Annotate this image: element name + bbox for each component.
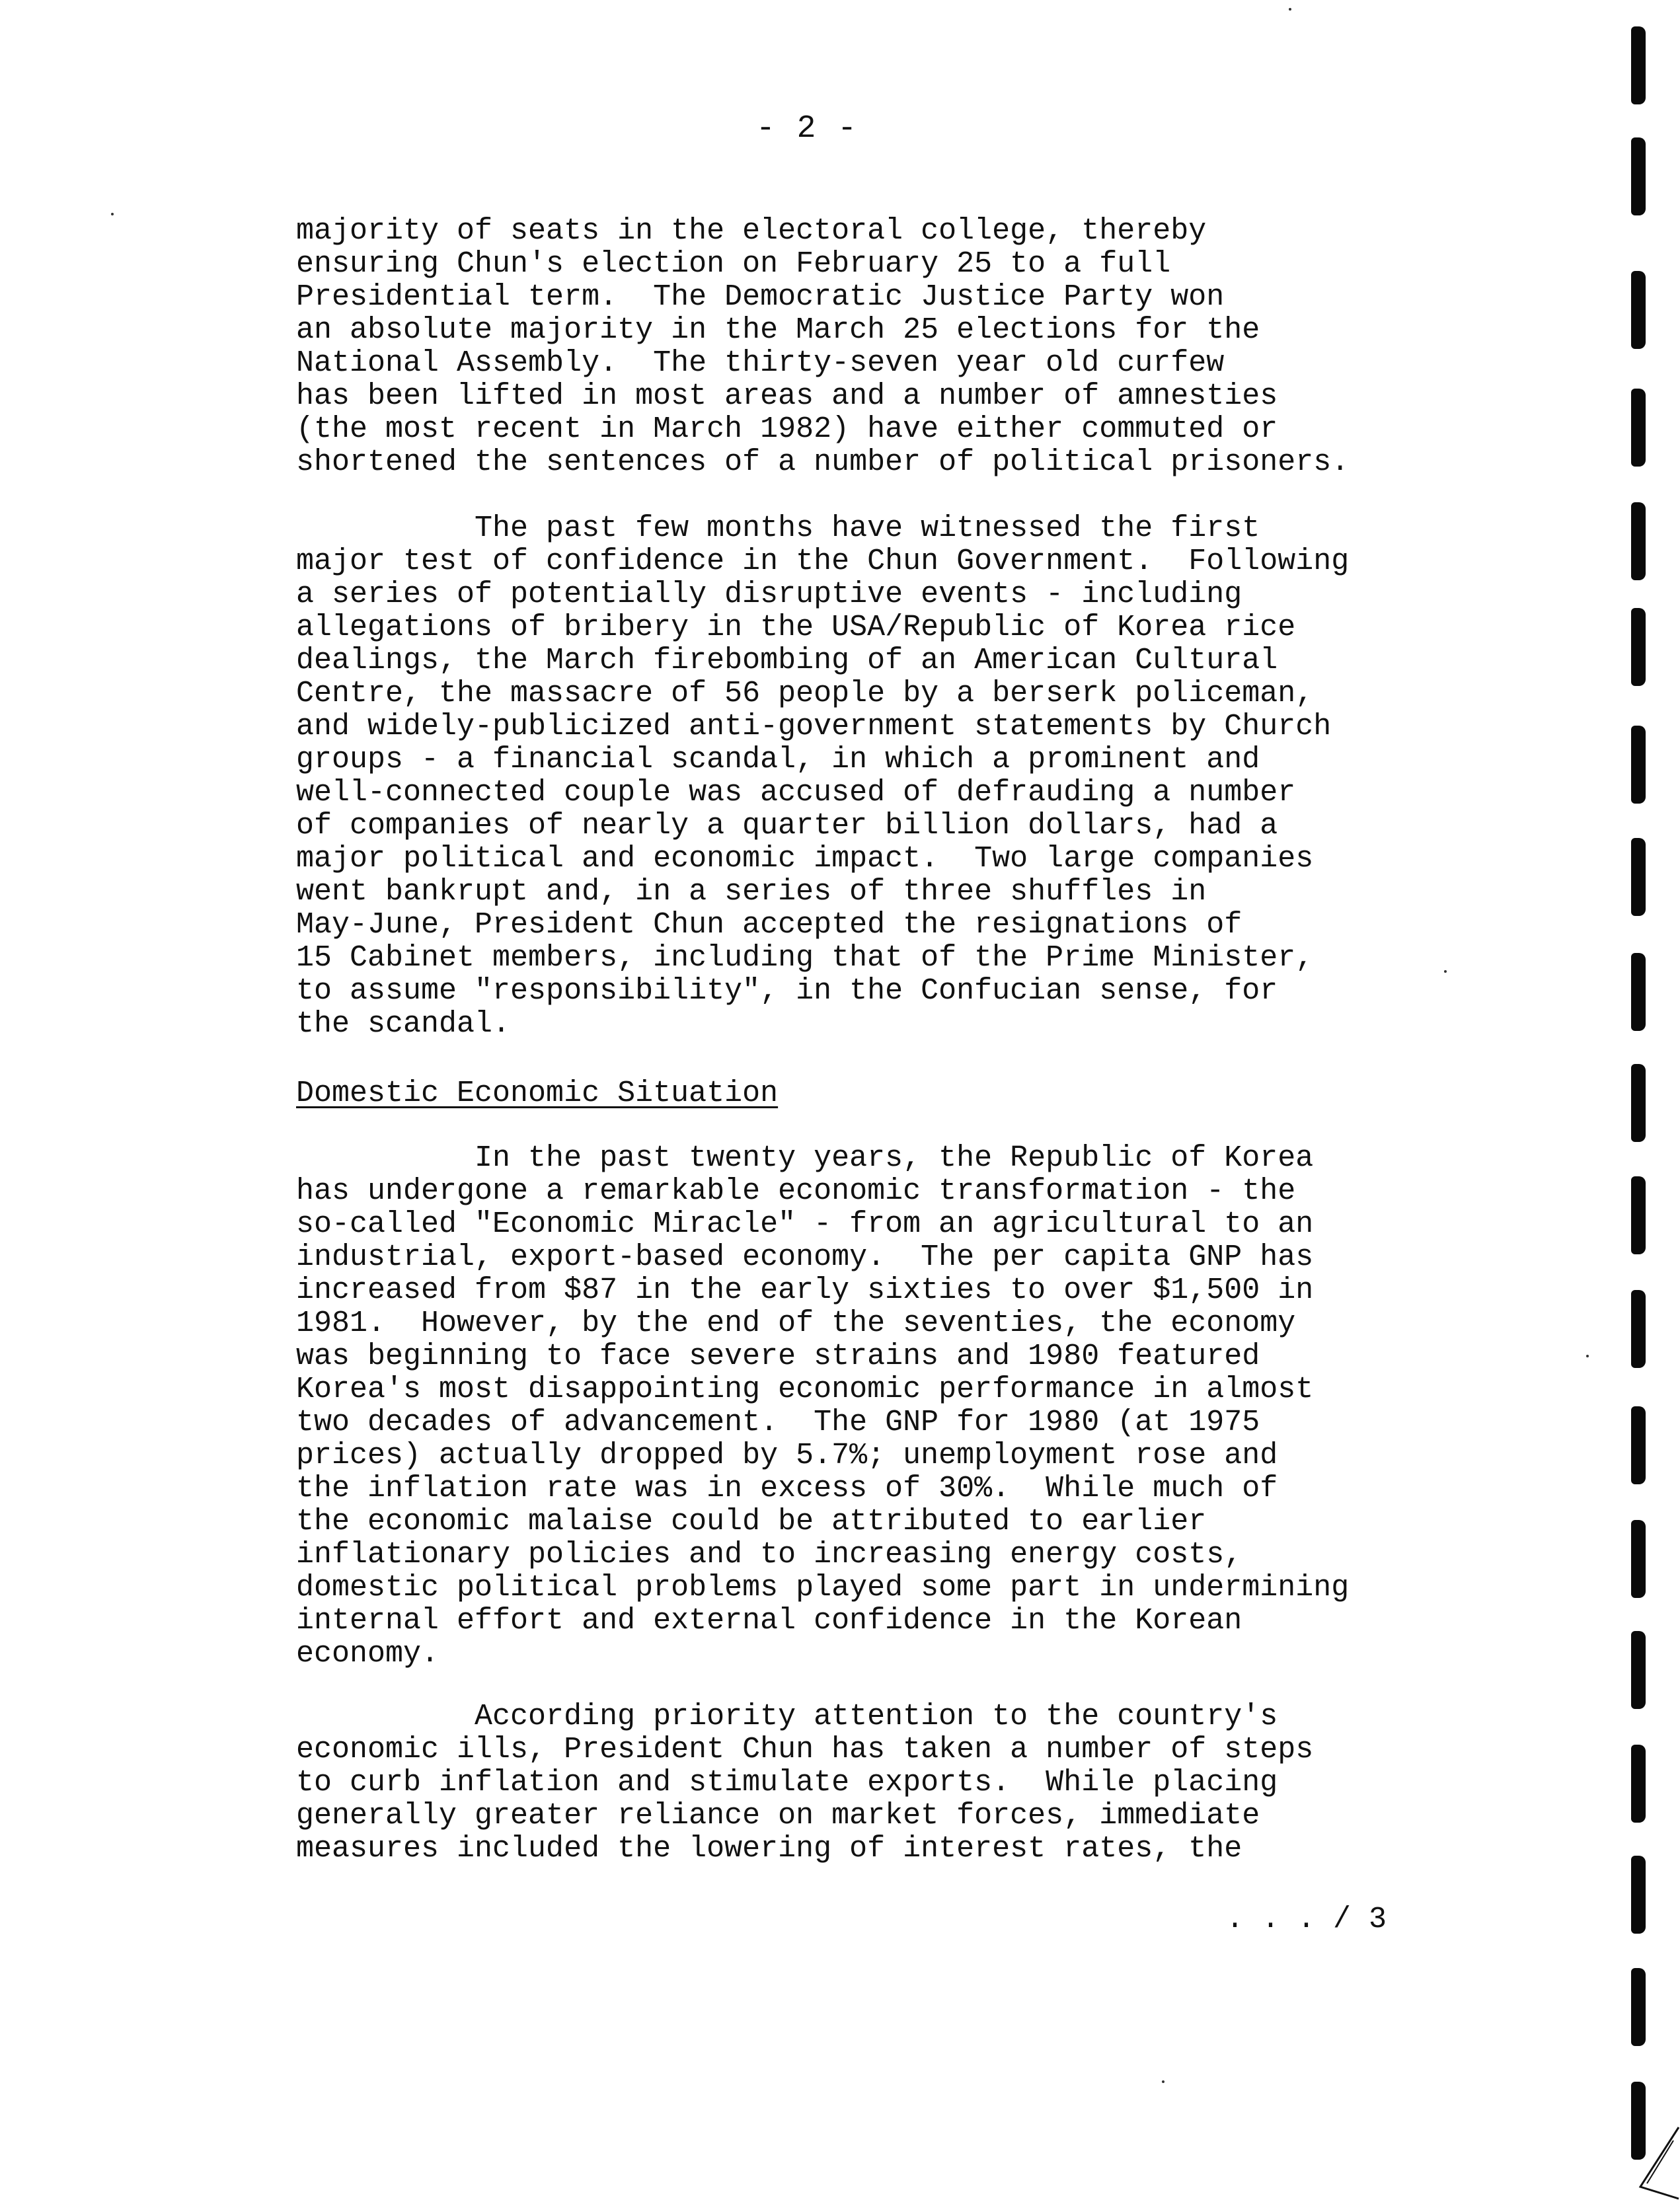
text-line: majority of seats in the electoral college, thereby: [296, 214, 1207, 248]
text-line: major political and economic impact. Two large companies: [296, 842, 1314, 876]
text-line: Korea's most disappointing economic performance in almost: [296, 1373, 1314, 1406]
punch-hole: [1631, 1520, 1646, 1598]
text-line: increased from $87 in the early sixties to over $1,500 in: [296, 1273, 1314, 1307]
punch-hole: [1631, 953, 1646, 1031]
text-line: well-connected couple was accused of defrauding a number: [296, 776, 1296, 810]
punch-hole: [1631, 1406, 1646, 1484]
text-line: the inflation rate was in excess of 30%. While much of: [296, 1472, 1278, 1505]
text-line: measures included the lowering of interest rates, the: [296, 1832, 1242, 1866]
text-line: so-called "Economic Miracle" - from an agricultural to an: [296, 1207, 1314, 1241]
text-line: prices) actually dropped by 5.7%; unemployment rose and: [296, 1439, 1278, 1472]
text-line: allegations of bribery in the USA/Republic of Korea rice: [296, 611, 1296, 644]
paragraph-2: [296, 512, 1459, 1041]
binding-holes: [1617, 0, 1680, 2200]
punch-hole: [1631, 389, 1646, 467]
punch-hole: [1631, 838, 1646, 916]
text-line: inflationary policies and to increasing energy costs,: [296, 1538, 1242, 1572]
text-line: 15 Cabinet members, including that of the Prime Minister,: [296, 941, 1314, 975]
page-number: - 2 -: [755, 111, 859, 147]
text-line: National Assembly. The thirty-seven year old curfew: [296, 346, 1225, 380]
text-line: Presidential term. The Democratic Justice Party won: [296, 280, 1225, 314]
punch-hole: [1631, 137, 1646, 215]
text-line: has been lifted in most areas and a number of amnesties: [296, 379, 1278, 413]
text-line: According priority attention to the country's: [296, 1700, 1278, 1733]
text-line: the economic malaise could be attributed to earlier: [296, 1505, 1207, 1538]
text-line: 1981. However, by the end of the seventies, the economy: [296, 1307, 1296, 1340]
punch-hole: [1631, 1176, 1646, 1254]
punch-hole: [1631, 1631, 1646, 1709]
scan-speck: [1289, 8, 1291, 11]
text-line: was beginning to face severe strains and 1980 featured: [296, 1340, 1260, 1373]
text-line: has undergone a remarkable economic transformation - the: [296, 1174, 1296, 1208]
scan-speck: [111, 213, 114, 215]
text-line: Centre, the massacre of 56 people by a berserk policeman,: [296, 677, 1314, 710]
text-line: economic ills, President Chun has taken a number of steps: [296, 1733, 1314, 1766]
punch-hole: [1631, 1064, 1646, 1142]
text-line: to assume "responsibility", in the Confucian sense, for: [296, 974, 1278, 1008]
text-line: the scandal.: [296, 1007, 511, 1041]
text-line: The past few months have witnessed the first: [296, 512, 1260, 545]
text-line: In the past twenty years, the Republic of Korea: [296, 1141, 1314, 1175]
punch-hole: [1631, 1745, 1646, 1823]
text-line: to curb inflation and stimulate exports. While placing: [296, 1766, 1278, 1800]
punch-hole: [1631, 502, 1646, 580]
punch-hole: [1631, 26, 1646, 104]
text-line: generally greater reliance on market forces, immediate: [296, 1799, 1260, 1833]
paragraph-1: [296, 215, 1459, 479]
page-corner-fold: [1627, 2121, 1680, 2200]
text-line: two decades of advancement. The GNP for 1980 (at 1975: [296, 1406, 1260, 1439]
punch-hole: [1631, 271, 1646, 349]
punch-hole: [1631, 1856, 1646, 1934]
paragraph-3: [296, 1142, 1459, 1671]
text-line: of companies of nearly a quarter billion dollars, had a: [296, 809, 1278, 843]
text-line: shortened the sentences of a number of political prisoners.: [296, 445, 1350, 479]
text-line: ensuring Chun's election on February 25 to a full: [296, 247, 1171, 281]
text-line: dealings, the March firebombing of an American Cultural: [296, 644, 1278, 677]
text-line: industrial, export-based economy. The per capita GNP has: [296, 1240, 1314, 1274]
text-line: major test of confidence in the Chun Government. Following: [296, 545, 1350, 578]
text-line: groups - a financial scandal, in which a prominent and: [296, 743, 1260, 777]
text-line: (the most recent in March 1982) have either commuted or: [296, 412, 1278, 446]
text-line: May-June, President Chun accepted the resignations of: [296, 908, 1242, 942]
scan-speck: [1586, 1355, 1589, 1357]
scan-speck: [1162, 2080, 1165, 2083]
punch-hole: [1631, 726, 1646, 804]
paragraph-4: [296, 1700, 1459, 1866]
text-line: economy.: [296, 1637, 439, 1671]
text-line: internal effort and external confidence in the Korean: [296, 1604, 1242, 1638]
text-line: an absolute majority in the March 25 elections for the: [296, 313, 1260, 347]
punch-hole: [1631, 1290, 1646, 1368]
text-line: went bankrupt and, in a series of three shuffles in: [296, 875, 1207, 909]
text-line: domestic political problems played some part in undermining: [296, 1571, 1350, 1605]
punch-hole: [1631, 608, 1646, 686]
text-line: a series of potentially disruptive events - including: [296, 578, 1242, 611]
punch-hole: [1631, 1968, 1646, 2046]
continuation-marker: . . . / 3: [1226, 1903, 1387, 1936]
section-heading: Domestic Economic Situation: [296, 1077, 779, 1110]
scan-speck: [1444, 970, 1447, 973]
text-line: and widely-publicized anti-government statements by Church: [296, 710, 1332, 743]
